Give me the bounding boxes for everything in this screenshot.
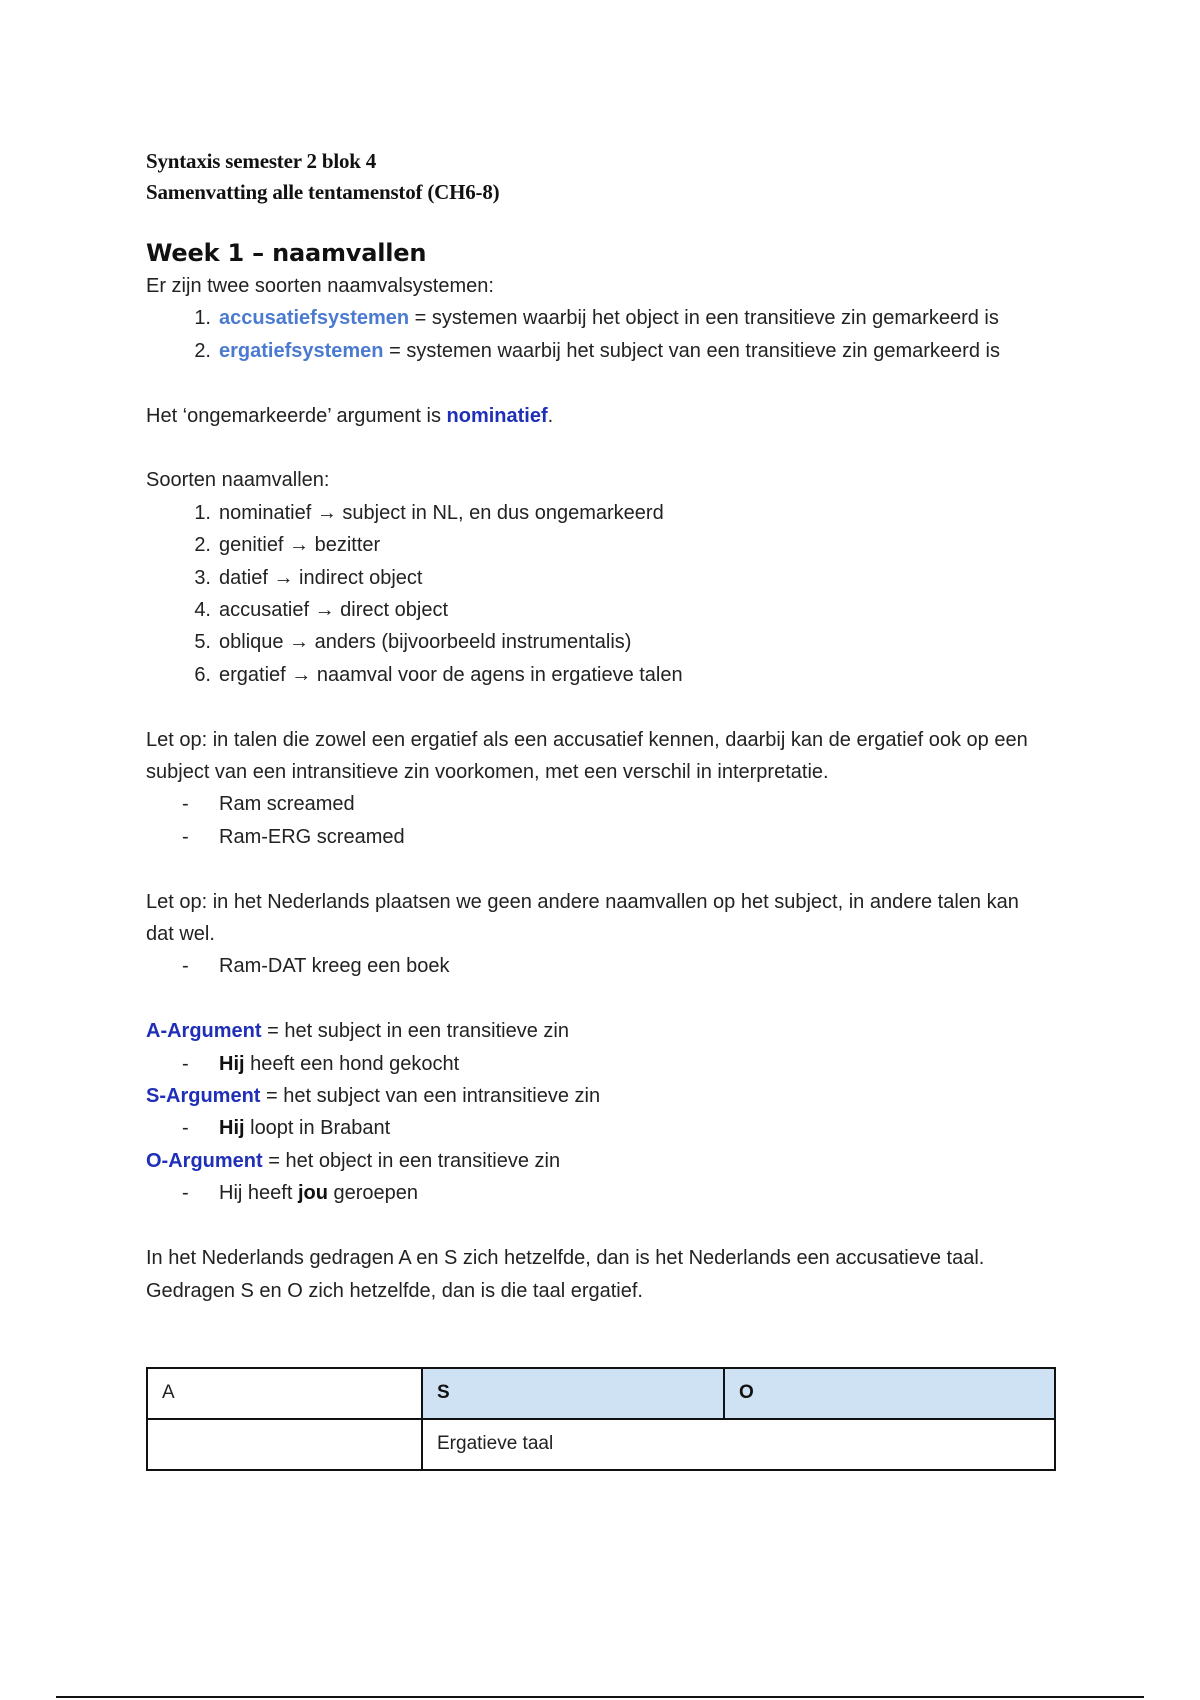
bold-word: jou xyxy=(297,1182,328,1205)
text-segment: geroepen xyxy=(327,1182,419,1205)
bold-word: Hij xyxy=(219,1052,245,1075)
list-item xyxy=(146,562,1056,594)
table-header-cell: S xyxy=(422,1368,724,1419)
dash-bullet: - xyxy=(182,955,189,978)
keyword-accusatiefsystemen: accusatiefsystemen xyxy=(219,307,410,330)
keyword-nominatief: nominatief xyxy=(446,404,548,427)
list-text: genitief → bezitter xyxy=(219,534,381,557)
unmarked-argument-line xyxy=(146,400,1056,432)
text-segment: Hij heeft xyxy=(219,1182,298,1205)
definition-text: = het subject van een intransitieve zin xyxy=(260,1085,601,1108)
conclusion-line: In het Nederlands gedragen A en S zich hetzelfde, dan is het Nederlands een accusatieve taal. xyxy=(146,1247,985,1270)
text-segment: loopt in Brabant xyxy=(244,1117,391,1140)
dash-bullet: - xyxy=(182,1182,189,1205)
list-number: 4. xyxy=(194,599,211,622)
list-item xyxy=(146,529,1056,561)
example-text: Ram-DAT kreeg een boek xyxy=(219,955,450,978)
table-header-cell: O xyxy=(724,1368,1055,1419)
definition-text: = het subject in een transitieve zin xyxy=(261,1020,569,1043)
list-number: 1. xyxy=(194,307,211,330)
text-segment: . xyxy=(547,404,554,427)
document-page xyxy=(146,146,1056,1471)
note-paragraph-line: Let op: in het Nederlands plaatsen we geen andere naamvallen op het subject, in andere talen kan xyxy=(146,890,1019,913)
list-text: datief → indirect object xyxy=(219,566,423,589)
example-text: Ram screamed xyxy=(219,793,355,816)
keyword-ergatiefsystemen: ergatiefsystemen xyxy=(219,339,384,362)
list-number: 3. xyxy=(194,566,211,589)
list-number: 2. xyxy=(194,534,211,557)
note-paragraph-line: Let op: in talen die zowel een ergatief als een accusatief kennen, daarbij kan de ergatief ook op een xyxy=(146,728,1028,751)
definition-text: = systemen waarbij het subject van een transitieve zin gemarkeerd is xyxy=(383,339,1000,362)
example-item xyxy=(146,821,1056,853)
alignment-table xyxy=(146,1367,1056,1471)
list-text xyxy=(219,335,1000,367)
example-item xyxy=(146,1112,1056,1144)
conclusion-line: Gedragen S en O zich hetzelfde, dan is die taal ergatief. xyxy=(146,1279,643,1302)
example-item xyxy=(146,950,1056,982)
list-item xyxy=(146,594,1056,626)
keyword-a-argument: A-Argument xyxy=(146,1020,262,1043)
list-text xyxy=(219,302,999,334)
example-text: Ram-ERG screamed xyxy=(219,825,405,848)
section-heading-week1: Week 1 – naamvallen xyxy=(146,239,427,267)
document-title: Syntaxis semester 2 blok 4 xyxy=(146,149,377,173)
list-item xyxy=(146,302,1056,334)
list-item xyxy=(146,626,1056,658)
text-segment: Het ‘ongemarkeerde’ argument is xyxy=(146,404,447,427)
table-header-cell: A xyxy=(147,1368,422,1419)
cases-intro: Soorten naamvallen: xyxy=(146,469,330,492)
list-number: 5. xyxy=(194,631,211,654)
systems-intro: Er zijn twee soorten naamvalsystemen: xyxy=(146,275,494,297)
table-cell xyxy=(147,1419,422,1470)
list-item xyxy=(146,497,1056,529)
example-text xyxy=(219,1177,418,1209)
list-text: accusatief → direct object xyxy=(219,599,448,622)
argument-definition xyxy=(146,1015,1056,1047)
argument-definition xyxy=(146,1080,1056,1112)
bold-word: Hij xyxy=(219,1117,245,1140)
keyword-s-argument: S-Argument xyxy=(146,1085,261,1108)
example-item xyxy=(146,1048,1056,1080)
definition-text: = het object in een transitieve zin xyxy=(262,1149,561,1172)
text-segment: heeft een hond gekocht xyxy=(244,1052,460,1075)
example-text xyxy=(219,1112,390,1144)
argument-definition xyxy=(146,1145,1056,1177)
table-row xyxy=(147,1419,1055,1470)
keyword-o-argument: O-Argument xyxy=(146,1149,263,1172)
dash-bullet: - xyxy=(182,1117,189,1140)
list-item xyxy=(146,335,1056,367)
example-item xyxy=(146,1177,1056,1209)
note-paragraph-line: dat wel. xyxy=(146,923,215,946)
note-paragraph-line: subject van een intransitieve zin voorkomen, met een verschil in interpretatie. xyxy=(146,761,829,784)
table-header-row xyxy=(147,1368,1055,1419)
table-cell: Ergatieve taal xyxy=(422,1419,1055,1470)
definition-text: = systemen waarbij het object in een transitieve zin gemarkeerd is xyxy=(409,307,999,330)
list-text: nominatief → subject in NL, en dus ongemarkeerd xyxy=(219,501,664,524)
dash-bullet: - xyxy=(182,793,189,816)
page-bottom-divider xyxy=(56,1696,1144,1698)
list-number: 2. xyxy=(194,339,211,362)
list-text: oblique → anders (bijvoorbeeld instrumentalis) xyxy=(219,631,632,654)
dash-bullet: - xyxy=(182,825,189,848)
list-item xyxy=(146,659,1056,691)
list-number: 6. xyxy=(194,663,211,686)
example-item xyxy=(146,788,1056,820)
document-subtitle: Samenvatting alle tentamenstof (CH6-8) xyxy=(146,180,500,204)
example-text xyxy=(219,1048,459,1080)
dash-bullet: - xyxy=(182,1052,189,1075)
list-text: ergatief → naamval voor de agens in ergatieve talen xyxy=(219,663,683,686)
list-number: 1. xyxy=(194,501,211,524)
